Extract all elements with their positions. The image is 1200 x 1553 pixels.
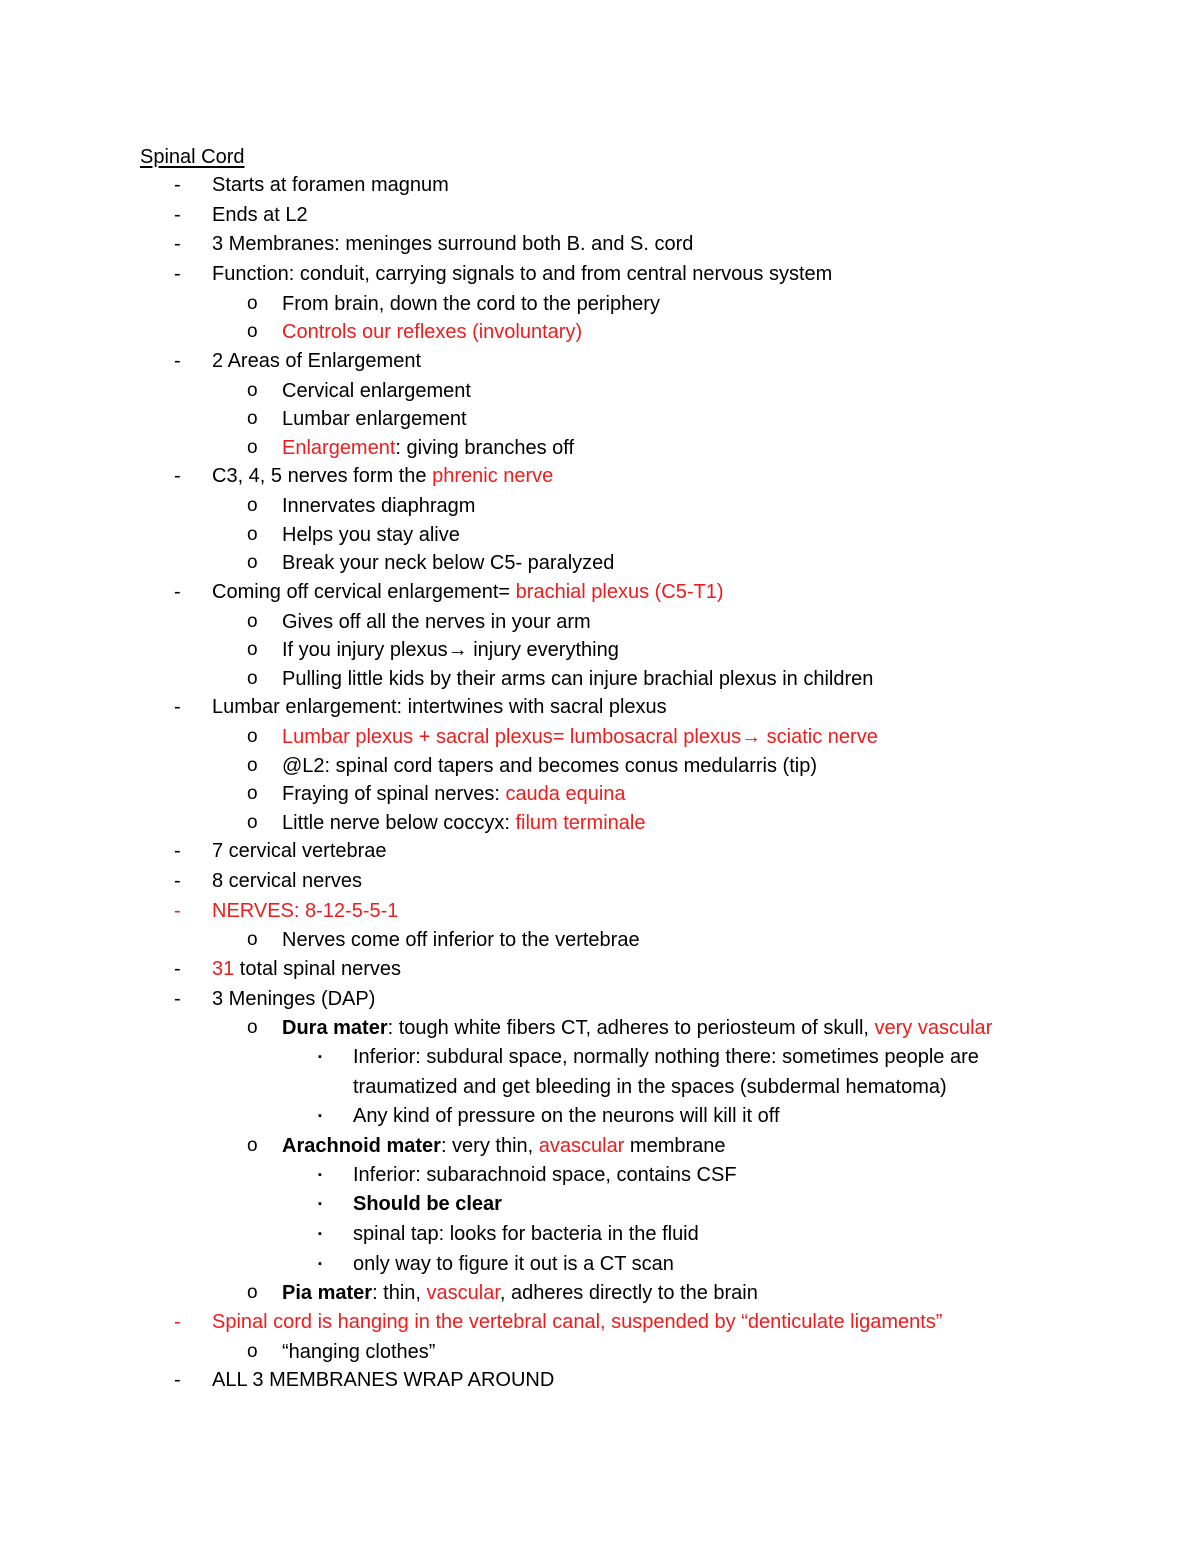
highlighted-text: 31 — [212, 958, 235, 981]
note-line-level-1 — [0, 1308, 1200, 1338]
note-line-level-3 — [0, 1102, 1200, 1132]
note-line-level-3 — [0, 1220, 1200, 1250]
text-segment: Innervates diaphragm — [282, 495, 476, 518]
note-text — [282, 318, 582, 347]
note-line-level-1 — [0, 1366, 1200, 1396]
note-text — [212, 1366, 554, 1396]
note-line-level-1 — [0, 897, 1200, 927]
bullet-marker: - — [174, 580, 181, 603]
note-line-level-2 — [0, 809, 1200, 838]
bullet-marker: o — [247, 523, 258, 545]
note-text — [353, 1073, 947, 1103]
bold-term: Pia mater — [282, 1282, 373, 1305]
text-segment: Helps you stay alive — [282, 523, 460, 546]
bullet-marker: - — [174, 696, 181, 719]
bullet-marker: o — [247, 408, 258, 430]
note-text — [353, 1250, 674, 1280]
highlighted-text: Lumbar plexus + sacral plexus= lumbosacral plexus→ sciatic nerve — [282, 726, 878, 749]
bullet-marker: - — [174, 465, 181, 488]
text-segment: “hanging clothes” — [282, 1340, 436, 1363]
note-text — [212, 837, 387, 867]
bullet-marker: - — [174, 1369, 181, 1392]
note-text — [282, 608, 591, 637]
bold-term: Dura mater — [282, 1017, 388, 1040]
note-line-level-2 — [0, 1338, 1200, 1367]
note-line-level-1 — [0, 837, 1200, 867]
note-text — [353, 1220, 699, 1250]
bold-term: Should be clear — [353, 1193, 502, 1216]
bullet-marker: o — [247, 1340, 258, 1362]
note-line-level-3 — [0, 1043, 1200, 1073]
bullet-marker: - — [174, 899, 181, 922]
text-segment: Inferior: subarachnoid space, contains CSF — [353, 1163, 737, 1186]
text-segment: Cervical enlargement — [282, 379, 471, 402]
note-text — [282, 752, 817, 781]
note-line-level-2 — [0, 608, 1200, 637]
text-segment: traumatized and get bleeding in the spaces (subdermal hematoma) — [353, 1075, 947, 1098]
bold-term: Arachnoid mater — [282, 1135, 441, 1158]
note-text — [212, 462, 553, 492]
note-text — [282, 377, 471, 406]
bullet-marker: o — [247, 1135, 258, 1157]
highlighted-text: brachial plexus (C5-T1) — [515, 580, 724, 603]
text-segment: Pulling little kids by their arms can injure brachial plexus in children — [282, 667, 874, 690]
bullet-marker: o — [247, 610, 258, 632]
bullet-marker: ▪ — [318, 1257, 322, 1270]
text-segment: : very thin, — [440, 1135, 539, 1158]
note-text — [212, 260, 832, 290]
text-segment: 3 Meninges (DAP) — [212, 987, 376, 1010]
text-segment: , adheres directly to the brain — [499, 1282, 758, 1305]
text-segment: Gives off all the nerves in your arm — [282, 610, 591, 633]
text-segment: 8 cervical nerves — [212, 870, 363, 893]
text-segment: Lumbar enlargement: intertwines with sacral plexus — [212, 696, 667, 719]
text-segment: : tough white fibers CT, adheres to periosteum of skull, — [387, 1017, 875, 1040]
text-segment: only way to figure it out is a CT scan — [353, 1252, 674, 1275]
bullet-marker: ▪ — [318, 1110, 322, 1123]
note-line-level-2 — [0, 665, 1200, 694]
highlighted-text: vascular — [426, 1282, 500, 1305]
note-text — [212, 867, 362, 897]
text-segment: Starts at foramen magnum — [212, 174, 449, 196]
note-line-level-3 — [0, 1073, 1200, 1103]
note-line-level-3 — [0, 1161, 1200, 1191]
text-segment: If you injury plexus→ injury everything — [282, 639, 619, 662]
note-line-level-1 — [0, 462, 1200, 492]
bullet-marker: ▪ — [318, 1228, 322, 1241]
bullet-marker: o — [247, 436, 258, 458]
note-line-level-2 — [0, 434, 1200, 463]
highlighted-text: phrenic nerve — [432, 465, 554, 488]
note-text — [353, 1102, 780, 1132]
note-line-level-2 — [0, 780, 1200, 809]
text-segment: 2 Areas of Enlargement — [212, 349, 422, 372]
text-segment: Ends at L2 — [212, 203, 308, 226]
note-line-level-2 — [0, 1132, 1200, 1161]
bullet-marker: ▪ — [318, 1051, 322, 1064]
text-segment: @L2: spinal cord tapers and becomes conus medularris (tip) — [282, 754, 817, 777]
note-line-level-2 — [0, 521, 1200, 550]
note-text — [212, 201, 308, 231]
note-line-level-1 — [0, 867, 1200, 897]
note-text — [282, 492, 475, 521]
note-text — [282, 1338, 435, 1367]
note-line-level-1 — [0, 260, 1200, 290]
highlighted-text: cauda equina — [505, 783, 626, 806]
note-text — [282, 723, 878, 752]
bullet-marker: o — [247, 292, 258, 314]
text-segment: Nerves come off inferior to the vertebrae — [282, 929, 640, 952]
note-text — [353, 1190, 502, 1220]
bullet-marker: o — [247, 811, 258, 833]
notes-list — [0, 171, 1200, 1396]
bullet-marker: o — [247, 1282, 258, 1304]
text-segment: ALL 3 MEMBRANES WRAP AROUND — [212, 1369, 555, 1392]
note-text — [353, 1043, 979, 1073]
bullet-marker: - — [174, 840, 181, 863]
note-line-level-1 — [0, 985, 1200, 1015]
bullet-marker: ▪ — [318, 1198, 322, 1211]
note-line-level-1 — [0, 201, 1200, 231]
note-text — [282, 434, 574, 463]
note-text — [282, 521, 460, 550]
note-line-level-2 — [0, 926, 1200, 955]
bullet-marker: - — [174, 174, 181, 196]
bullet-marker: - — [174, 870, 181, 893]
bullet-marker: - — [174, 958, 181, 981]
note-text — [353, 1161, 737, 1191]
note-text — [212, 955, 401, 985]
bullet-marker: - — [174, 233, 181, 256]
bullet-marker: o — [247, 639, 258, 661]
note-line-level-3 — [0, 1250, 1200, 1280]
text-segment: Little nerve below coccyx: — [282, 811, 516, 834]
note-text — [282, 926, 640, 955]
bullet-marker: - — [174, 349, 181, 372]
bullet-marker: o — [247, 321, 258, 343]
note-text — [212, 578, 724, 608]
text-segment: From brain, down the cord to the periphery — [282, 292, 660, 315]
highlighted-text: avascular — [538, 1135, 625, 1158]
note-text — [212, 171, 449, 201]
text-segment: : thin, — [372, 1282, 427, 1305]
text-segment: Any kind of pressure on the neurons will kill it off — [353, 1105, 780, 1128]
note-line-level-2 — [0, 377, 1200, 406]
note-line-level-1 — [0, 171, 1200, 201]
highlighted-text: filum terminale — [515, 811, 646, 834]
note-text — [282, 290, 660, 319]
note-text — [282, 1014, 992, 1043]
note-line-level-2 — [0, 723, 1200, 752]
note-text — [282, 780, 626, 809]
text-segment: Coming off cervical enlargement= — [212, 580, 516, 603]
note-text — [282, 1279, 758, 1308]
note-line-level-1 — [0, 693, 1200, 723]
note-text — [212, 985, 375, 1015]
note-line-level-1 — [0, 578, 1200, 608]
bullet-marker: o — [247, 667, 258, 689]
text-segment: Break your neck below C5- paralyzed — [282, 552, 615, 575]
note-text — [212, 693, 667, 723]
bullet-marker: o — [247, 754, 258, 776]
note-text — [212, 1308, 942, 1338]
note-text — [212, 347, 421, 377]
bullet-marker: o — [247, 379, 258, 401]
text-segment: Lumbar enlargement — [282, 408, 467, 431]
note-line-level-3 — [0, 1190, 1200, 1220]
bullet-marker: ▪ — [318, 1168, 322, 1181]
text-segment: Function: conduit, carrying signals to and from central nervous system — [212, 263, 833, 286]
highlighted-text: Spinal cord is hanging in the vertebral canal, suspended by “denticulate ligaments” — [212, 1311, 943, 1334]
highlighted-text: Enlargement — [282, 436, 396, 459]
text-segment: spinal tap: looks for bacteria in the fluid — [353, 1223, 699, 1246]
page-title: Spinal Cord — [140, 146, 245, 168]
highlighted-text: NERVES: 8-12-5-5-1 — [212, 899, 399, 922]
highlighted-text: Controls our reflexes (involuntary) — [282, 321, 583, 344]
note-text — [212, 897, 398, 927]
note-line-level-2 — [0, 636, 1200, 665]
text-segment: total spinal nerves — [234, 958, 402, 981]
note-line-level-2 — [0, 752, 1200, 781]
note-line-level-1 — [0, 955, 1200, 985]
bullet-marker: - — [174, 263, 181, 286]
bullet-marker: - — [174, 1311, 181, 1334]
bullet-marker: o — [247, 726, 258, 748]
text-segment: Inferior: subdural space, normally nothing there: sometimes people are — [353, 1046, 979, 1069]
text-segment: Fraying of spinal nerves: — [282, 783, 506, 806]
note-text — [212, 230, 693, 260]
note-text — [282, 665, 873, 694]
text-segment: C3, 4, 5 nerves form the — [212, 465, 433, 488]
bullet-marker: o — [247, 552, 258, 574]
text-segment: 3 Membranes: meninges surround both B. and S. cord — [212, 233, 694, 256]
bullet-marker: - — [174, 203, 181, 226]
text-segment: : giving branches off — [395, 436, 575, 459]
highlighted-text: very vascular — [874, 1017, 993, 1040]
note-line-level-2 — [0, 405, 1200, 434]
text-segment: 7 cervical vertebrae — [212, 840, 387, 863]
note-line-level-2 — [0, 290, 1200, 319]
text-segment: membrane — [624, 1135, 726, 1158]
note-text — [282, 549, 614, 578]
bullet-marker: o — [247, 783, 258, 805]
bullet-marker: o — [247, 495, 258, 517]
note-line-level-2 — [0, 549, 1200, 578]
note-line-level-2 — [0, 1014, 1200, 1043]
note-line-level-1 — [0, 230, 1200, 260]
note-line-level-2 — [0, 1279, 1200, 1308]
note-line-level-2 — [0, 318, 1200, 347]
bullet-marker: o — [247, 1017, 258, 1039]
note-text — [282, 809, 645, 838]
note-text — [282, 405, 467, 434]
note-text — [282, 1132, 726, 1161]
note-line-level-1 — [0, 347, 1200, 377]
bullet-marker: o — [247, 929, 258, 951]
bullet-marker: - — [174, 987, 181, 1010]
note-text — [282, 636, 619, 665]
note-line-level-2 — [0, 492, 1200, 521]
